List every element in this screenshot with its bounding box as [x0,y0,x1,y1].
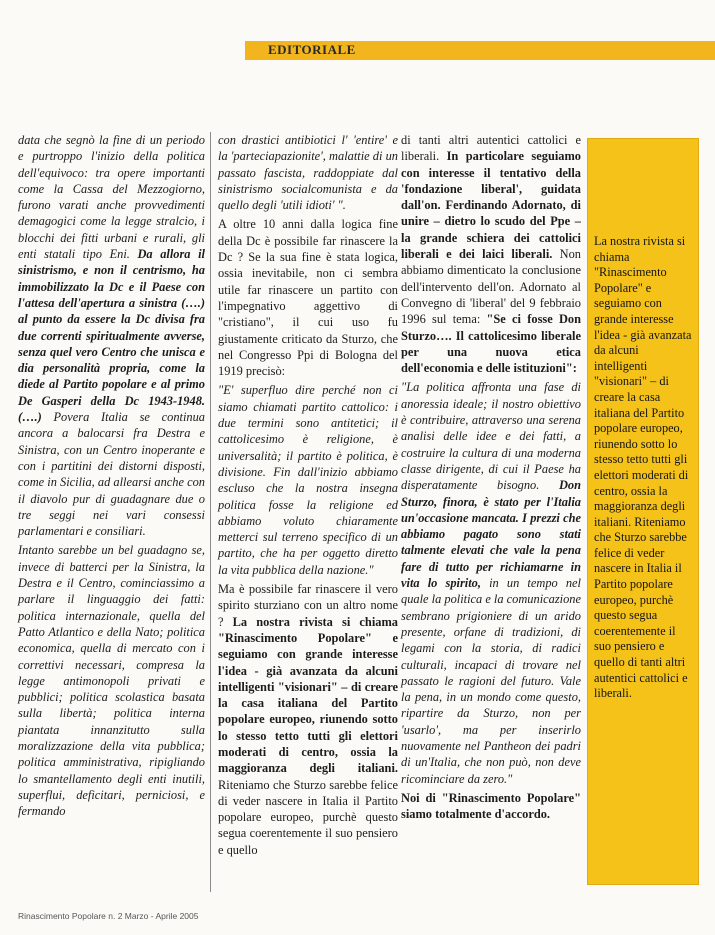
col2-text-c: "E' superfluo dire perché non ci siamo chiamati partito cattolico: i due termini sono antitetici; il cattolicesimo è religione, è universalità; il partito è politica, è divisione. Fin dall'inizio abbiamo escluso che la nostra insegna politica fosse la religione ed abbiamo voluto chiaramente metterci sul terreno specifico di un partito, che ha per oggetto diretto la vita pubblica della nazione." [218,383,398,577]
col3-text-d: "Se ci fosse Don Sturzo…. Il cattolicesimo liberale per una nuova etica dell'economia e delle istituzioni": [401,312,581,376]
col2-text-d: Ma è possibile far rinascere il vero spirito sturziano con un altro nome ? [218,582,398,629]
col1-paragraph-2 [18,542,205,819]
col1-text-a: data che segnò la fine di un periodo e purtroppo l'inizio della politica dell'equivoco: tra opere importanti come la Cassa del Mezzogiorno, furono varati anche provvedimenti demagogici come la legge stralcio, i blocchi dei fitti urbani e rurali, gli enti statali tipo Eni. [18,133,205,262]
col1-text-c: Povera Italia se continua ancora a balocarsi fra Destra e Sinistra, con un Centro inoperante e con i partitini dei distorni disposti, come in Sicilia, ad allearsi anche con il diavolo pur di guadagnare due o tre seggi nei vari consessi parlamentari e consiliari. [18,410,205,539]
col3-paragraph-1 [401,132,581,376]
col1-text-d: Intanto sarebbe un bel guadagno se, invece di batterci per la Sinistra, la Destra e il Centro, cominciassimo a parlare il linguaggio dei fatti: politica internazionale, quella del Patto Atlantico e della Nato; politica economica, quella di mercato con i correttivi necessari, compresa la legge antimonopoli privati e pubblici; politica scolastica basata sulla libertà; politica interna piantata innanzitutto sulla moralizzazione della vita pubblica; politica amministrativa, ripigliando lo smantellamento degli enti inutili, superflui, deficitari, perniciosi, e fermando [18,543,205,819]
section-label: EDITORIALE [268,42,356,57]
col3-text-c: Non abbiamo dimenticato la conclusione dell'intervento dell'on. Adornato al Convegno di 'liberal' del 9 febbraio 1996 sul tema: [401,247,581,327]
col2-paragraph-1 [218,132,398,213]
col2-paragraph-2 [218,216,398,379]
col2-paragraph-4 [218,581,398,858]
col1-paragraph-1 [18,132,205,539]
column-divider [210,132,211,892]
col2-quote [218,382,398,578]
col3-text-b: In particolare seguiamo con interesse il tentativo della 'fondazione liberal', guidata dall'on. Ferdinando Adornato, di unire – dietro lo scudo del Ppe – la grande schiera dei cattolici liberali e dei laici liberali. [401,149,581,262]
pull-quote-text: La nostra rivista si chiama "Rinascimento Popolare" e seguiamo con grande interesse l'idea - già avanzata da alcuni intelligenti "visionari" – di creare la casa italiana del Partito popolare europeo, riunendo sotto lo stesso tetto tutti gli elettori moderati di centro, ossia la maggioranza degli italiani. Riteniamo che Sturzo sarebbe felice di veder nascere in Italia il Partito popolare europeo, purchè questo segua coerentemente il suo pensiero e quello di tanti altri autentici cattolici e liberali. [594,234,692,701]
pull-quote-box [587,138,699,885]
col2-text-b: A oltre 10 anni dalla logica fine della Dc è possibile far rinascere la Dc ? Se la sua fine è stata logica, ossia inevitabile, non ci sembra utile far rinascere un partito con l'impegnativo aggettivo di "cristiano", il cui uso fu giustamente criticato da Sturzo, che nel Congresso Ppi di Bologna del 1919 precisò: [218,217,398,379]
col3-text-g: in un tempo nel quale la politica e la comunicazione sembrano prigioniere di un arido presente, orfane di tradizioni, di legami con la storia, di radici culturali, incapaci di trovare nel passato le ragioni del futuro. Vale la pena, in un mondo come questo, ripartire da Sturzo, non per 'usarlo', ma per inserirlo nuovamente nel Pantheon dei padri di un'Italia, che non può, non deve ricominciare da zero." [401,576,581,786]
col2-text-e: La nostra rivista si chiama "Rinascimento Popolare" e seguiamo con grande interesse l'idea - già avanzata da alcuni intelligenti "visionari" – di creare la casa italiana del Partito popolare europeo, riunendo sotto lo stesso tetto tutti gli elettori moderati di centro, ossia la maggioranza degli italiani. [218,614,398,776]
col2-text-a: con drastici antibiotici l' 'entire' e la 'parteciapazionite', malattie di un passato fascista, raddoppiate dal sinistrismo socialcomunista e da quello degli 'utili idioti' ". [218,133,398,213]
col3-text-f: Don Sturzo, finora, è stato per l'Italia un'occasione mancata. I prezzi che abbiamo pagato sono stati talmente elevati che vale la pena fare di tutto per richiamarne in vita lo spirito, [401,478,581,591]
column-2 [218,132,398,861]
column-3 [401,132,581,825]
col1-text-b: Da allora il sinistrismo, e non il centrismo, ha immobilizzato la Dc e il Paese con l'attesa dell'apertura a sinistra (….) al punto da essere la Dc divisa fra due correnti spiritualmente avverse, senza quel vero Centro che unisca e dia personalità propria, come la diede al Partito popolare e al primo De Gasperi della Dc 1943-1948. (….) [18,247,205,425]
col3-text-a: di tanti altri autentici cattolici e liberali. [401,133,581,164]
col3-paragraph-3 [401,790,581,823]
col2-text-f: Riteniamo che Sturzo sarebbe felice di veder nascere in Italia il Partito popolare europeo, purchè questo segua coerentemente il suo pensiero e quello [218,777,398,857]
column-1 [18,132,205,822]
col3-quote [401,379,581,786]
page-footer: Rinascimento Popolare n. 2 Marzo - Aprile 2005 [18,911,199,921]
col3-text-e: "La politica affronta una fase di anoressia ideale; il nostro obiettivo è contribuire, attraverso una serena analisi delle idee e dei fatti, a costruire la cultura di una moderna classe dirigente, di cui il Paese ha disperatamente bisogno. [401,380,581,493]
col3-text-h: Noi di "Rinascimento Popolare" siamo totalmente d'accordo. [401,790,581,822]
